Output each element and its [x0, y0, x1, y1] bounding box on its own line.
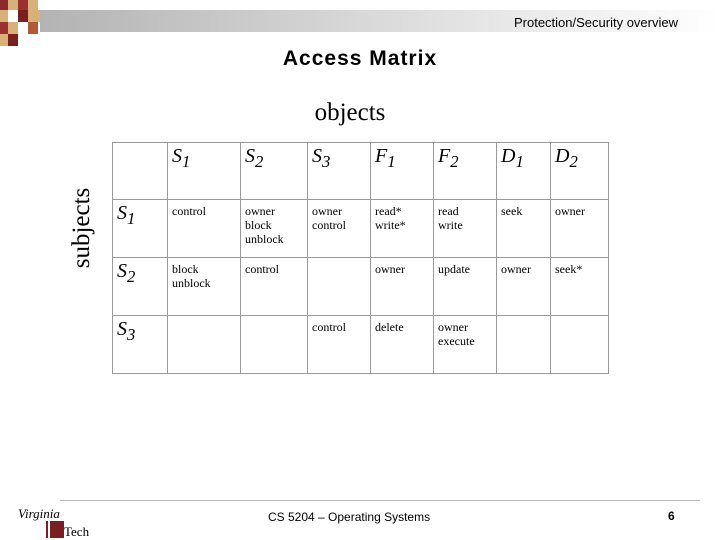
virginia-tech-logo [16, 505, 96, 539]
matrix-cell: owner [497, 258, 551, 316]
access-matrix [112, 142, 609, 374]
column-header: $D_2$ [551, 143, 609, 200]
svg-text:Tech: Tech [64, 524, 90, 539]
slide-title: Access Matrix [282, 47, 438, 70]
matrix-cell: owner block unblock [241, 200, 308, 258]
matrix-cell: delete [371, 316, 434, 374]
matrix-row [113, 258, 609, 316]
page-number: 6 [668, 509, 675, 523]
objects-axis-label: objects [314, 99, 386, 126]
matrix-cell [241, 316, 308, 374]
matrix-cell: seek [497, 200, 551, 258]
matrix-corner-cell [113, 143, 168, 200]
matrix-cell: control [241, 258, 308, 316]
row-header: $S_1$ [113, 200, 168, 258]
matrix-cell [168, 316, 241, 374]
matrix-cell: control [308, 316, 371, 374]
header-title: Protection/Security overview [513, 15, 678, 30]
column-header: $S_1$ [168, 143, 241, 200]
matrix-row [113, 316, 609, 374]
footer-divider [60, 500, 700, 501]
matrix-cell: owner execute [434, 316, 497, 374]
row-header: $S_2$ [113, 258, 168, 316]
column-header: $F_1$ [371, 143, 434, 200]
matrix-cell [551, 316, 609, 374]
column-header: $D_1$ [497, 143, 551, 200]
matrix-cell: update [434, 258, 497, 316]
column-header: $F_2$ [434, 143, 497, 200]
matrix-cell: block unblock [168, 258, 241, 316]
matrix-row [113, 200, 609, 258]
matrix-cell: read write [434, 200, 497, 258]
matrix-cell: seek* [551, 258, 609, 316]
matrix-cell: owner control [308, 200, 371, 258]
matrix-header-row [113, 143, 609, 200]
subjects-axis-label: subjects [68, 187, 95, 269]
matrix-cell: owner [371, 258, 434, 316]
matrix-cell: owner [551, 200, 609, 258]
row-header: $S_3$ [113, 316, 168, 374]
svg-text:Virginia: Virginia [18, 506, 60, 521]
matrix-cell: read* write* [371, 200, 434, 258]
column-header: $S_2$ [241, 143, 308, 200]
column-header: $S_3$ [308, 143, 371, 200]
footer-course-title: CS 5204 – Operating Systems [268, 510, 431, 524]
matrix-cell: control [168, 200, 241, 258]
matrix-cell [308, 258, 371, 316]
matrix-cell [497, 316, 551, 374]
